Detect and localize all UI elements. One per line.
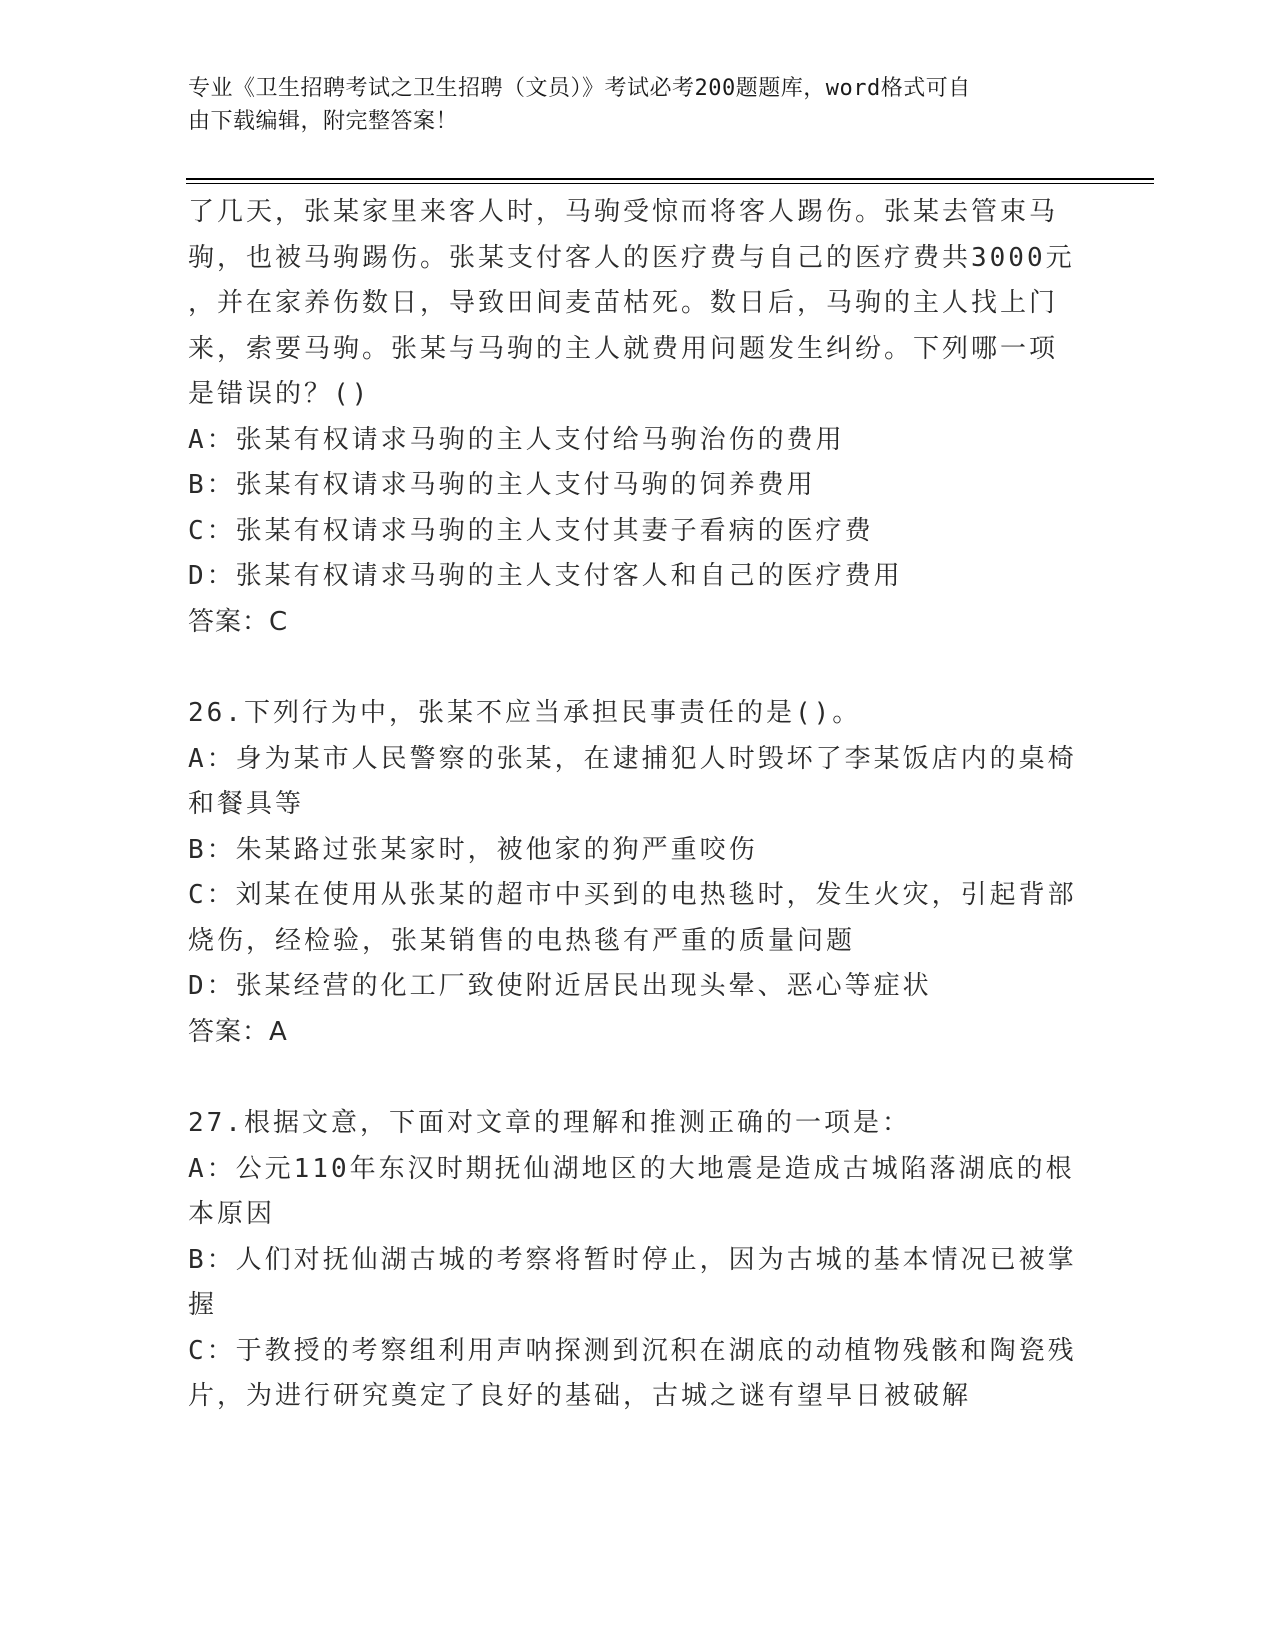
option-b: B：朱某路过张某家时，被他家的狗严重咬伤 — [188, 834, 758, 865]
question-stem-line: 驹，也被马驹踢伤。张某支付客人的医疗费与自己的医疗费共3000元 — [188, 242, 1075, 273]
option-d: D：张某有权请求马驹的主人支付客人和自己的医疗费用 — [188, 561, 903, 591]
question-stem: 26.下列行为中，张某不应当承担民事责任的是()。 — [188, 698, 862, 728]
question-stem-line: 了几天，张某家里来客人时，马驹受惊而将客人踢伤。张某去管束马 — [188, 197, 1059, 227]
option-a: A：张某有权请求马驹的主人支付给马驹治伤的费用 — [188, 424, 845, 455]
question-27 — [188, 1101, 1088, 1420]
question-stem-line: 是错误的？() — [188, 379, 371, 409]
option-a-continued: 本原因 — [188, 1199, 276, 1229]
option-c: C：刘某在使用从张某的超市中买到的电热毯时，发生火灾，引起背部 — [188, 880, 1077, 910]
option-a: A：公元110年东汉时期抚仙湖地区的大地震是造成古城陷落湖底的根 — [188, 1153, 1075, 1184]
option-d: D：张某经营的化工厂致使附近居民出现头晕、恶心等症状 — [188, 971, 932, 1001]
option-a-continued: 和餐具等 — [188, 789, 305, 819]
question-stem: 27.根据文意，下面对文章的理解和推测正确的一项是： — [188, 1108, 911, 1138]
option-b: B：张某有权请求马驹的主人支付马驹的饲养费用 — [188, 470, 816, 500]
question-26 — [188, 691, 1088, 1055]
question-stem-line: 来，索要马驹。张某与马驹的主人就费用问题发生纠纷。下列哪一项 — [188, 333, 1059, 364]
header-rule-thin — [186, 183, 1154, 184]
option-c-continued: 烧伤，经检验，张某销售的电热毯有严重的质量问题 — [188, 925, 856, 956]
option-c: C：张某有权请求马驹的主人支付其妻子看病的医疗费 — [188, 515, 874, 546]
question-25 — [188, 190, 1088, 645]
option-c: C：于教授的考察组利用声呐探测到沉积在湖底的动植物残骸和陶瓷残 — [188, 1335, 1077, 1366]
answer-line: 答案：A — [188, 1016, 288, 1047]
option-b: B：人们对抚仙湖古城的考察将暂时停止，因为古城的基本情况已被掌 — [188, 1244, 1077, 1275]
header-rule-thick — [186, 178, 1154, 180]
answer-line: 答案：C — [188, 606, 289, 637]
option-a: A：身为某市人民警察的张某，在逮捕犯人时毁坏了李某饭店内的桌椅 — [188, 743, 1077, 774]
question-stem-line: ，并在家养伤数日，导致田间麦苗枯死。数日后，马驹的主人找上门 — [188, 288, 1059, 318]
document-header — [188, 72, 1068, 138]
question-gap — [188, 645, 1088, 691]
option-b-continued: 握 — [188, 1290, 218, 1320]
option-c-continued: 片，为进行研究奠定了良好的基础，古城之谜有望早日被破解 — [188, 1381, 972, 1411]
document-body — [188, 190, 1088, 1420]
header-title-line-2: 由下载编辑，附完整答案！ — [188, 109, 459, 134]
header-title-line-1: 专业《卫生招聘考试之卫生招聘（文员）》考试必考200题题库，word格式可自 — [188, 76, 971, 101]
question-gap — [188, 1055, 1088, 1101]
